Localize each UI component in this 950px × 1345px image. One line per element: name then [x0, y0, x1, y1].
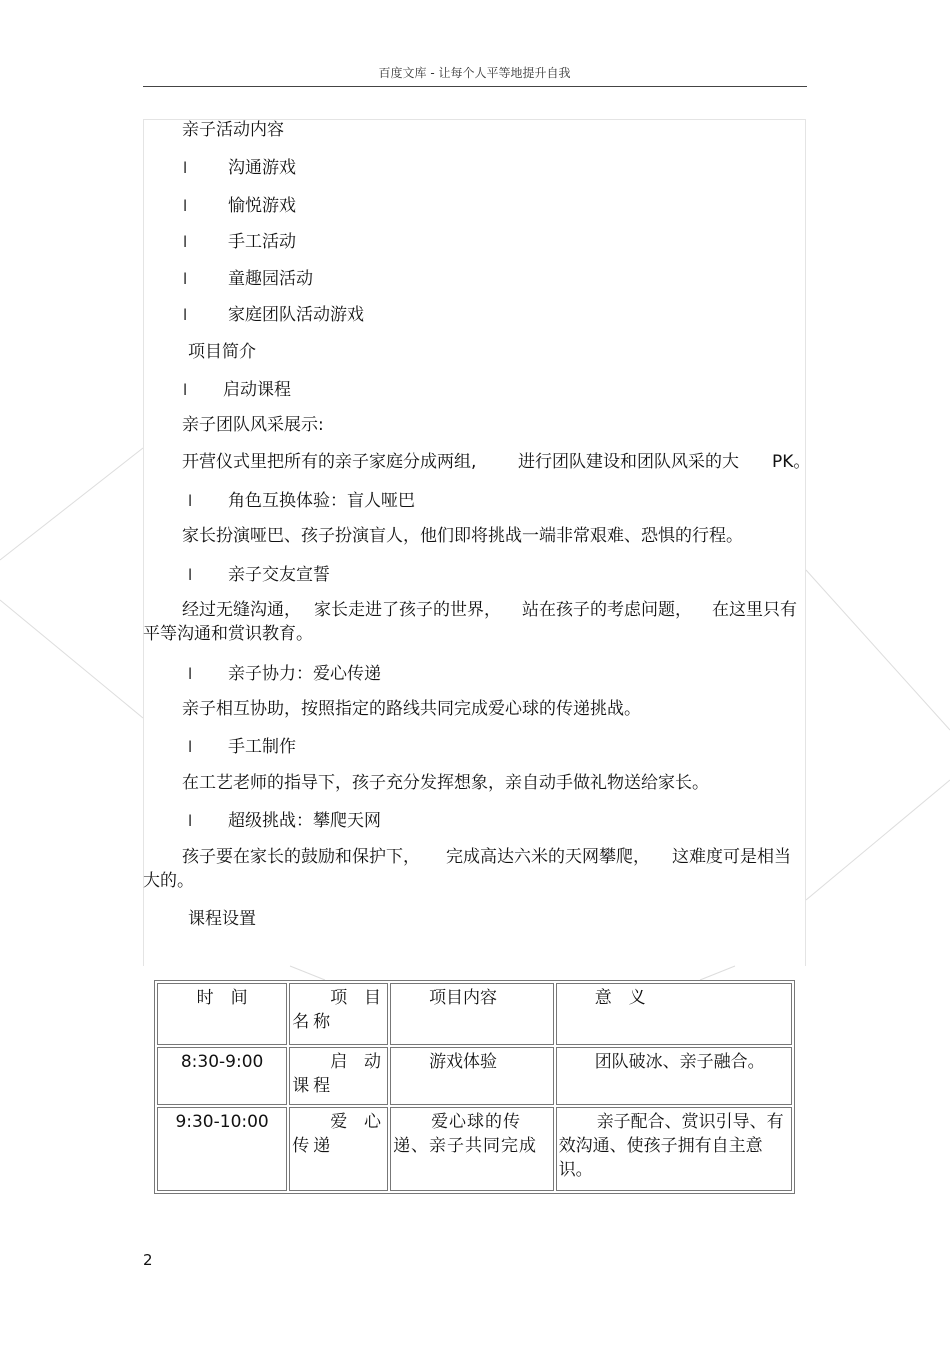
header-cell-meaning: 意 义 [556, 983, 792, 1045]
table-row [157, 1107, 792, 1191]
bullet-mark: l [188, 492, 193, 510]
role-swap-text: 家长扮演哑巴、孩子扮演盲人，他们即将挑战一端非常艰难、恐惧的行程。 [182, 526, 743, 546]
header-rule [143, 86, 807, 87]
bullet-mark: l [183, 233, 188, 251]
role-swap-title: 角色互换体验：盲人哑巴 [228, 491, 415, 511]
bullet-mark: l [188, 665, 193, 683]
bullet-mark: l [183, 306, 188, 324]
table-header-row [157, 983, 792, 1045]
page-header: 百度文库 - 让每个人平等地提升自我 [378, 66, 571, 80]
super-text-d: 大的。 [143, 871, 194, 891]
friend-oath-text-c: 站在孩子的考虑问题， [522, 600, 692, 620]
header-cell-time: 时 间 [157, 983, 287, 1045]
table-cell-project-name: 启动课程 [289, 1047, 388, 1105]
section-title-activities: 亲子活动内容 [182, 120, 284, 140]
table-cell-project-content: 游戏体验 [390, 1047, 554, 1105]
table-cell-project-content: 爱心球的传递、亲子共同完成 [390, 1107, 554, 1191]
course-schedule-table [154, 980, 795, 1194]
handcraft-title: 手工制作 [228, 737, 296, 757]
activity-item: 愉悦游戏 [228, 196, 296, 216]
bullet-mark: l [188, 566, 193, 584]
table-cell-project-name: 爱心传递 [289, 1107, 388, 1191]
super-challenge-title: 超级挑战：攀爬天网 [228, 811, 381, 831]
page-number: 2 [143, 1251, 153, 1269]
bullet-mark: l [183, 159, 188, 177]
activity-item: 童趣园活动 [228, 269, 313, 289]
friend-oath-text-e: 平等沟通和赏识教育。 [143, 624, 313, 644]
friend-oath-text-d: 在这里只有 [712, 600, 797, 620]
friend-oath-title: 亲子交友宣誓 [228, 565, 330, 585]
activity-item: 沟通游戏 [228, 158, 296, 178]
team-show-title: 亲子团队风采展示: [182, 415, 324, 435]
activity-item: 手工活动 [228, 232, 296, 252]
friend-oath-text-a: 经过无缝沟通， [182, 600, 301, 620]
cooperation-title: 亲子协力：爱心传递 [228, 664, 381, 684]
cooperation-text: 亲子相互协助，按照指定的路线共同完成爱心球的传递挑战。 [182, 699, 641, 719]
activity-item: 家庭团队活动游戏 [228, 305, 364, 325]
super-text-a: 孩子要在家长的鼓励和保护下， [182, 847, 420, 867]
handcraft-text: 在工艺老师的指导下，孩子充分发挥想象，亲自动手做礼物送给家长。 [182, 773, 709, 793]
table-cell-time: 9:30-10:00 [157, 1107, 287, 1191]
team-show-text-b: 进行团队建设和团队风采的大 [518, 452, 739, 472]
table-cell-time: 8:30-9:00 [157, 1047, 287, 1105]
friend-oath-text-b: 家长走进了孩子的世界， [314, 600, 501, 620]
team-show-text-c: PK。 [772, 452, 811, 472]
team-show-text-a: 开营仪式里把所有的亲子家庭分成两组, [182, 452, 477, 472]
super-text-c: 这难度可是相当 [672, 847, 791, 867]
bullet-mark: l [183, 197, 188, 215]
bullet-mark: l [188, 738, 193, 756]
header-cell-project-content: 项目内容 [390, 983, 554, 1045]
section-title-course: 课程设置 [188, 909, 256, 929]
bullet-mark: l [183, 270, 188, 288]
table-cell-meaning: 团队破冰、亲子融合。 [556, 1047, 792, 1105]
bullet-mark: l [188, 812, 193, 830]
header-cell-project-name: 项目名称 [289, 983, 388, 1045]
table-row [157, 1047, 792, 1105]
table-cell-meaning: 亲子配合、赏识引导、有效沟通、使孩子拥有自主意识。 [556, 1107, 792, 1191]
bullet-mark: l [183, 381, 188, 399]
super-text-b: 完成高达六米的天网攀爬， [446, 847, 650, 867]
launch-course-item: 启动课程 [223, 380, 291, 400]
section-title-intro: 项目简介 [188, 342, 256, 362]
